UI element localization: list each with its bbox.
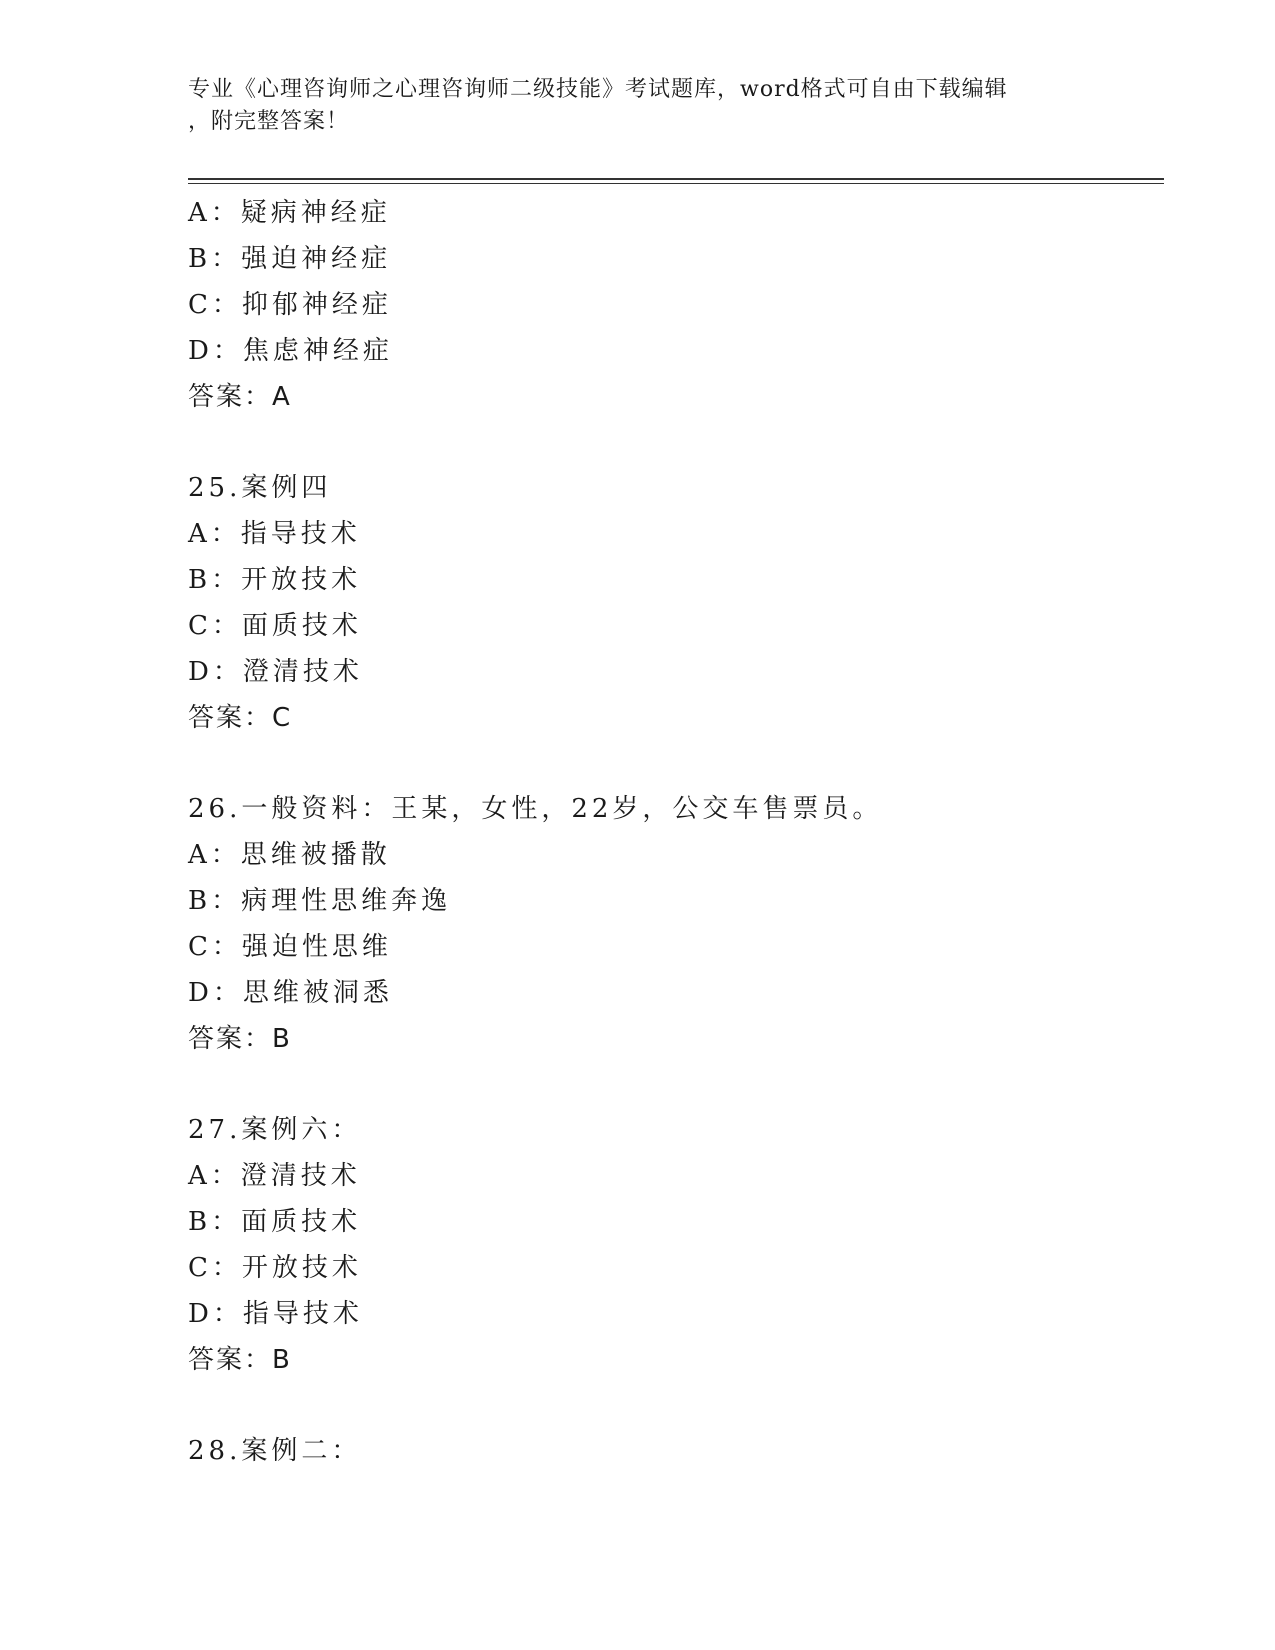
question-title: 26.一般资料：王某，女性，22岁，公交车售票员。 [188,794,883,824]
question-block [188,1428,1148,1474]
option-c: C：面质技术 [188,611,362,641]
option-a: A：指导技术 [188,519,361,549]
option-b: B：开放技术 [188,565,362,595]
answer-line: 答案：B [188,1024,292,1054]
header-line-2: ，附完整答案！ [188,109,350,134]
answer-line: 答案：A [188,382,292,412]
answer-line: 答案：C [188,703,293,733]
question-title: 27.案例六： [188,1115,362,1145]
question-title: 25.案例四 [188,473,332,503]
question-title: 28.案例二： [188,1436,362,1466]
option-a: A：疑病神经症 [188,198,391,228]
option-b: B：面质技术 [188,1207,362,1237]
option-d: D：焦虑神经症 [188,336,393,366]
option-b: B：强迫神经症 [188,244,392,274]
option-c: C：开放技术 [188,1253,362,1283]
header-line-1: 专业《心理咨询师之心理咨询师二级技能》考试题库，word格式可自由下载编辑 [188,77,1008,102]
document-header [188,74,1068,138]
option-b: B：病理性思维奔逸 [188,886,452,916]
question-list [188,190,1148,1474]
header-divider [188,178,1164,184]
option-a: A：澄清技术 [188,1161,361,1191]
option-c: C：强迫性思维 [188,932,392,962]
question-block [188,1107,1148,1383]
option-d: D：思维被洞悉 [188,978,393,1008]
option-d: D：指导技术 [188,1299,363,1329]
option-a: A：思维被播散 [188,840,391,870]
question-block [188,786,1148,1062]
question-block [188,465,1148,741]
option-d: D：澄清技术 [188,657,363,687]
answer-line: 答案：B [188,1345,292,1375]
option-c: C：抑郁神经症 [188,290,392,320]
question-block [188,190,1148,420]
